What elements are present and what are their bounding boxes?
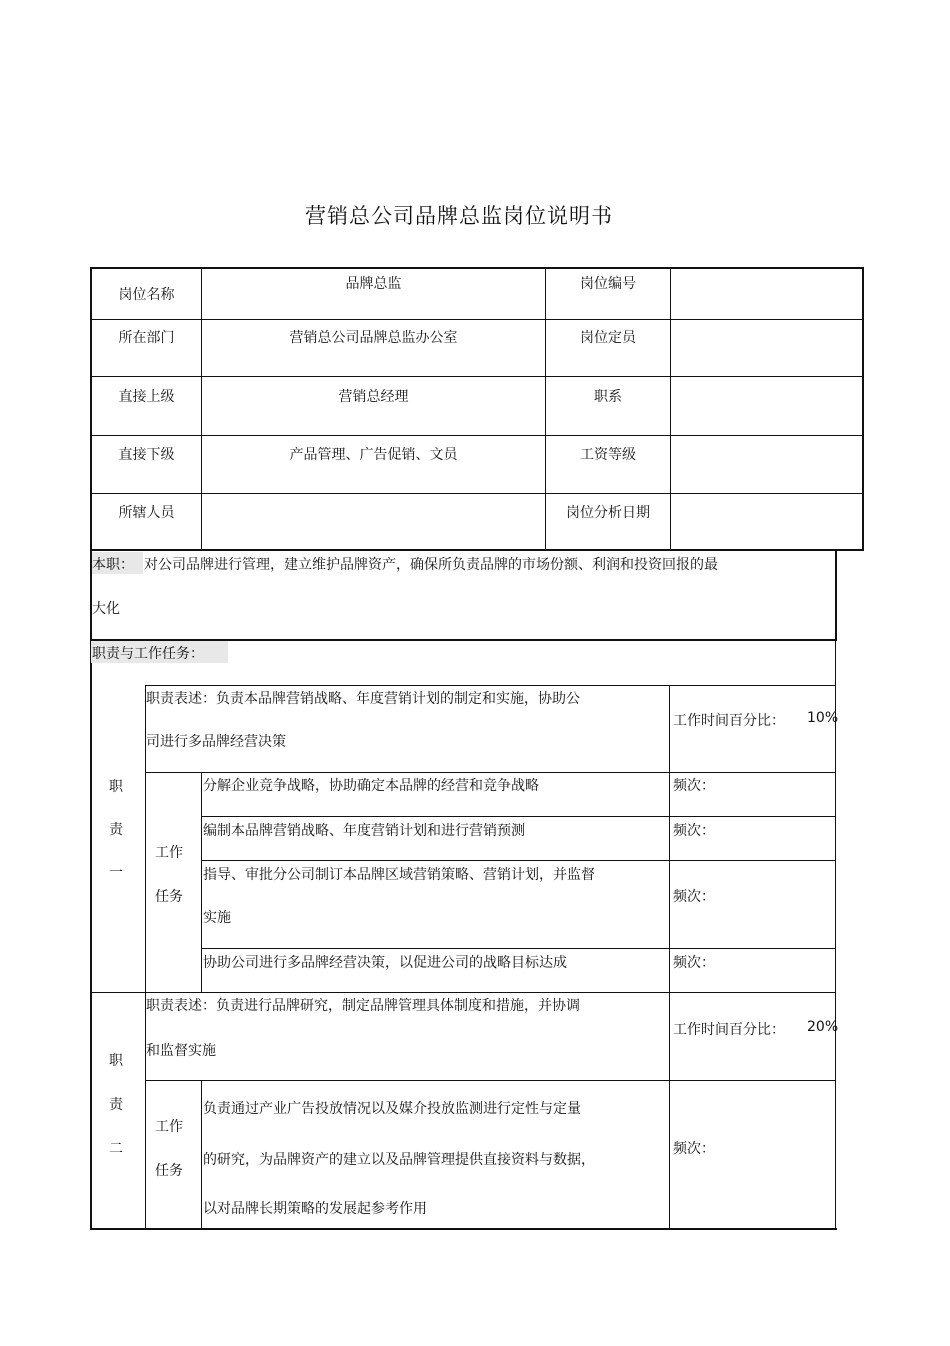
duties-header: 职责与工作任务： bbox=[92, 646, 204, 662]
duty1-task2-freq: 频次： bbox=[673, 823, 715, 839]
label-direct-superior: 直接上级 bbox=[118, 389, 175, 405]
label-position-number: 岗位编号 bbox=[580, 276, 636, 292]
duty1-task4-text: 协助公司进行多品牌经营决策，以促进公司的战略目标达成 bbox=[203, 955, 567, 971]
duty2-side-label-2: 责 bbox=[109, 1097, 123, 1113]
duty1-desc-line1: 职责表述：负责本品牌营销战略、年度营销计划的制定和实施，协助公 bbox=[146, 691, 580, 707]
duty2-task1-line2: 的研究，为品牌资产的建立以及品牌管理提供直接资料与数据， bbox=[203, 1152, 595, 1168]
label-job-family: 职系 bbox=[594, 389, 622, 405]
value-direct-superior: 营销总经理 bbox=[338, 389, 409, 405]
duty1-time-label: 工作时间百分比： bbox=[673, 713, 785, 729]
duty2-time-value: 20% bbox=[807, 1019, 839, 1035]
duty1-task3-line2: 实施 bbox=[203, 910, 231, 926]
duty2-task1-line3: 以对品牌长期策略的发展起参考作用 bbox=[203, 1201, 427, 1217]
right-border-header bbox=[835, 641, 836, 685]
col-divider bbox=[201, 269, 202, 549]
right-border-duties bbox=[835, 685, 836, 1230]
duty2-side-label-1: 职 bbox=[109, 1053, 123, 1069]
duty1-bottom bbox=[91, 992, 836, 993]
duty2-desc-line2: 和监督实施 bbox=[146, 1043, 216, 1059]
duty2-task-label-1: 工作 bbox=[155, 1119, 183, 1135]
duty2-task1-line1: 负责通过产业广告投放情况以及媒介投放监测进行定性与定量 bbox=[203, 1101, 581, 1117]
duty1-desc-bottom bbox=[145, 772, 836, 773]
duty1-side-label-1: 职 bbox=[109, 779, 123, 795]
duty1-side-label-2: 责 bbox=[109, 822, 123, 838]
core-duty-text-line2: 大化 bbox=[92, 601, 120, 617]
task-label-divider-1 bbox=[201, 772, 202, 992]
duties-header-bottom bbox=[145, 685, 836, 686]
label-salary-grade: 工资等级 bbox=[580, 447, 636, 463]
duty2-desc-bottom bbox=[145, 1080, 836, 1081]
row-divider bbox=[92, 319, 862, 320]
duty1-task-label-2: 任务 bbox=[155, 889, 183, 905]
value-position-name: 品牌总监 bbox=[345, 276, 402, 292]
duty1-task3-line1: 指导、审批分公司制订本品牌区域营销策略、营销计划，并监督 bbox=[203, 867, 595, 883]
duty1-task1-text: 分解企业竞争战略，协助确定本品牌的经营和竞争战略 bbox=[203, 778, 539, 794]
duty2-desc-line1: 职责表述：负责进行品牌研究，制定品牌管理具体制度和措施，并协调 bbox=[146, 998, 580, 1014]
row-divider bbox=[92, 435, 862, 436]
table-bottom-border bbox=[90, 1228, 837, 1230]
duty1-side-label-3: 一 bbox=[109, 865, 123, 881]
core-duty-label: 本职： bbox=[92, 557, 134, 573]
duty1-desc-line2: 司进行多品牌经营决策 bbox=[146, 734, 286, 750]
position-info-table bbox=[90, 267, 864, 551]
row-divider bbox=[92, 493, 862, 494]
duty1-task-label-1: 工作 bbox=[155, 845, 183, 861]
duty1-time-value: 10% bbox=[807, 710, 839, 726]
duty2-task1-freq: 频次： bbox=[673, 1141, 715, 1157]
label-staff-under: 所辖人员 bbox=[118, 505, 175, 521]
duty1-task3-freq: 频次： bbox=[673, 889, 715, 905]
duty1-task2-text: 编制本品牌营销战略、年度营销计划和进行营销预测 bbox=[203, 823, 525, 839]
side-label-divider bbox=[145, 685, 146, 1230]
task-row-divider bbox=[201, 816, 836, 817]
value-direct-subordinates: 产品管理、广告促销、文员 bbox=[289, 447, 458, 463]
label-position-name: 岗位名称 bbox=[118, 287, 175, 303]
duty1-task1-freq: 频次： bbox=[673, 778, 715, 794]
right-border-core bbox=[835, 551, 837, 640]
task-label-divider-2 bbox=[201, 1080, 202, 1230]
label-analysis-date: 岗位分析日期 bbox=[566, 505, 650, 521]
value-department: 营销总公司品牌总监办公室 bbox=[289, 330, 458, 346]
duty1-task4-freq: 频次： bbox=[673, 955, 715, 971]
duty2-side-label-3: 二 bbox=[109, 1141, 123, 1157]
label-headcount: 岗位定员 bbox=[580, 330, 636, 346]
duty2-task-label-2: 任务 bbox=[155, 1163, 183, 1179]
row-divider bbox=[92, 376, 862, 377]
document-title: 营销总公司品牌总监岗位说明书 bbox=[305, 204, 613, 228]
duty2-time-label: 工作时间百分比： bbox=[673, 1022, 785, 1038]
task-row-divider bbox=[201, 860, 836, 861]
task-row-divider bbox=[201, 948, 836, 949]
freq-col-divider bbox=[669, 685, 670, 1230]
label-direct-subordinates: 直接下级 bbox=[118, 447, 175, 463]
core-duty-text-line1: 对公司品牌进行管理，建立维护品牌资产，确保所负责品牌的市场份额、利润和投资回报的最 bbox=[144, 557, 718, 573]
col-divider bbox=[670, 269, 671, 549]
label-department: 所在部门 bbox=[118, 330, 175, 346]
